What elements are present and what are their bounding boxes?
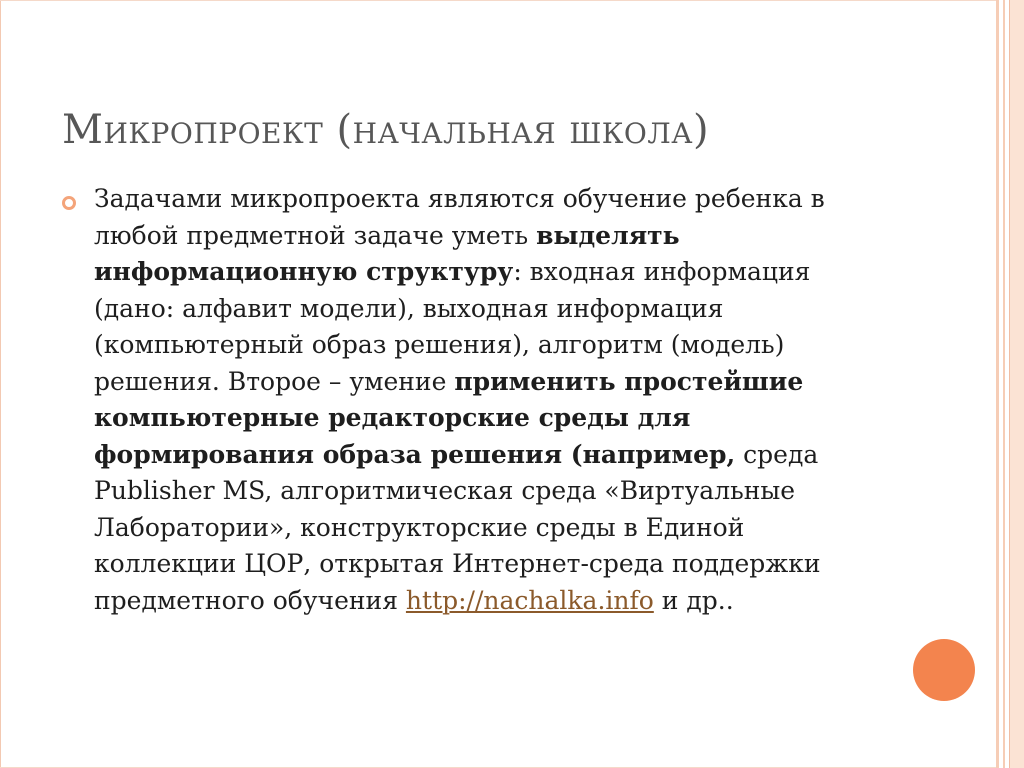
bullet-text xyxy=(94,181,894,619)
body-text-part-3: среда Publisher MS, алгоритмическая среда «Виртуальные Лаборатории», конструкторские среды в Единой коллекции ЦОР, открытая Интернет-среда поддержки предметного обучения xyxy=(94,439,821,615)
nachalka-link[interactable]: http://nachalka.info xyxy=(405,585,654,615)
body-bold-1: выделять информационную структуру xyxy=(94,220,680,286)
body-text-part-2: : входная информация (дано: алфавит модели), выходная информация (компьютерный образ решения), алгоритм (модель) решения. Второе – умение xyxy=(94,257,811,396)
body-text-part-1: Задачами микропроекта являются обучение ребенка в любой предметной задаче уметь xyxy=(94,184,825,250)
accent-circle xyxy=(913,639,975,701)
slide-frame-right-band xyxy=(1009,0,1024,768)
bullet-ring-icon xyxy=(62,196,76,210)
slide-frame-right-line-inner xyxy=(1003,0,1005,768)
slide-frame-left xyxy=(0,0,1,768)
slide-frame-top xyxy=(0,0,996,1)
slide-title: Микропроект (начальная школа) xyxy=(62,107,710,153)
body-bold-2: применить простейшие компьютерные редакторские среды для формирования образа решения (например, xyxy=(94,366,804,469)
slide-frame-right-line xyxy=(996,0,999,768)
body-text-part-4: и др.. xyxy=(653,585,734,615)
